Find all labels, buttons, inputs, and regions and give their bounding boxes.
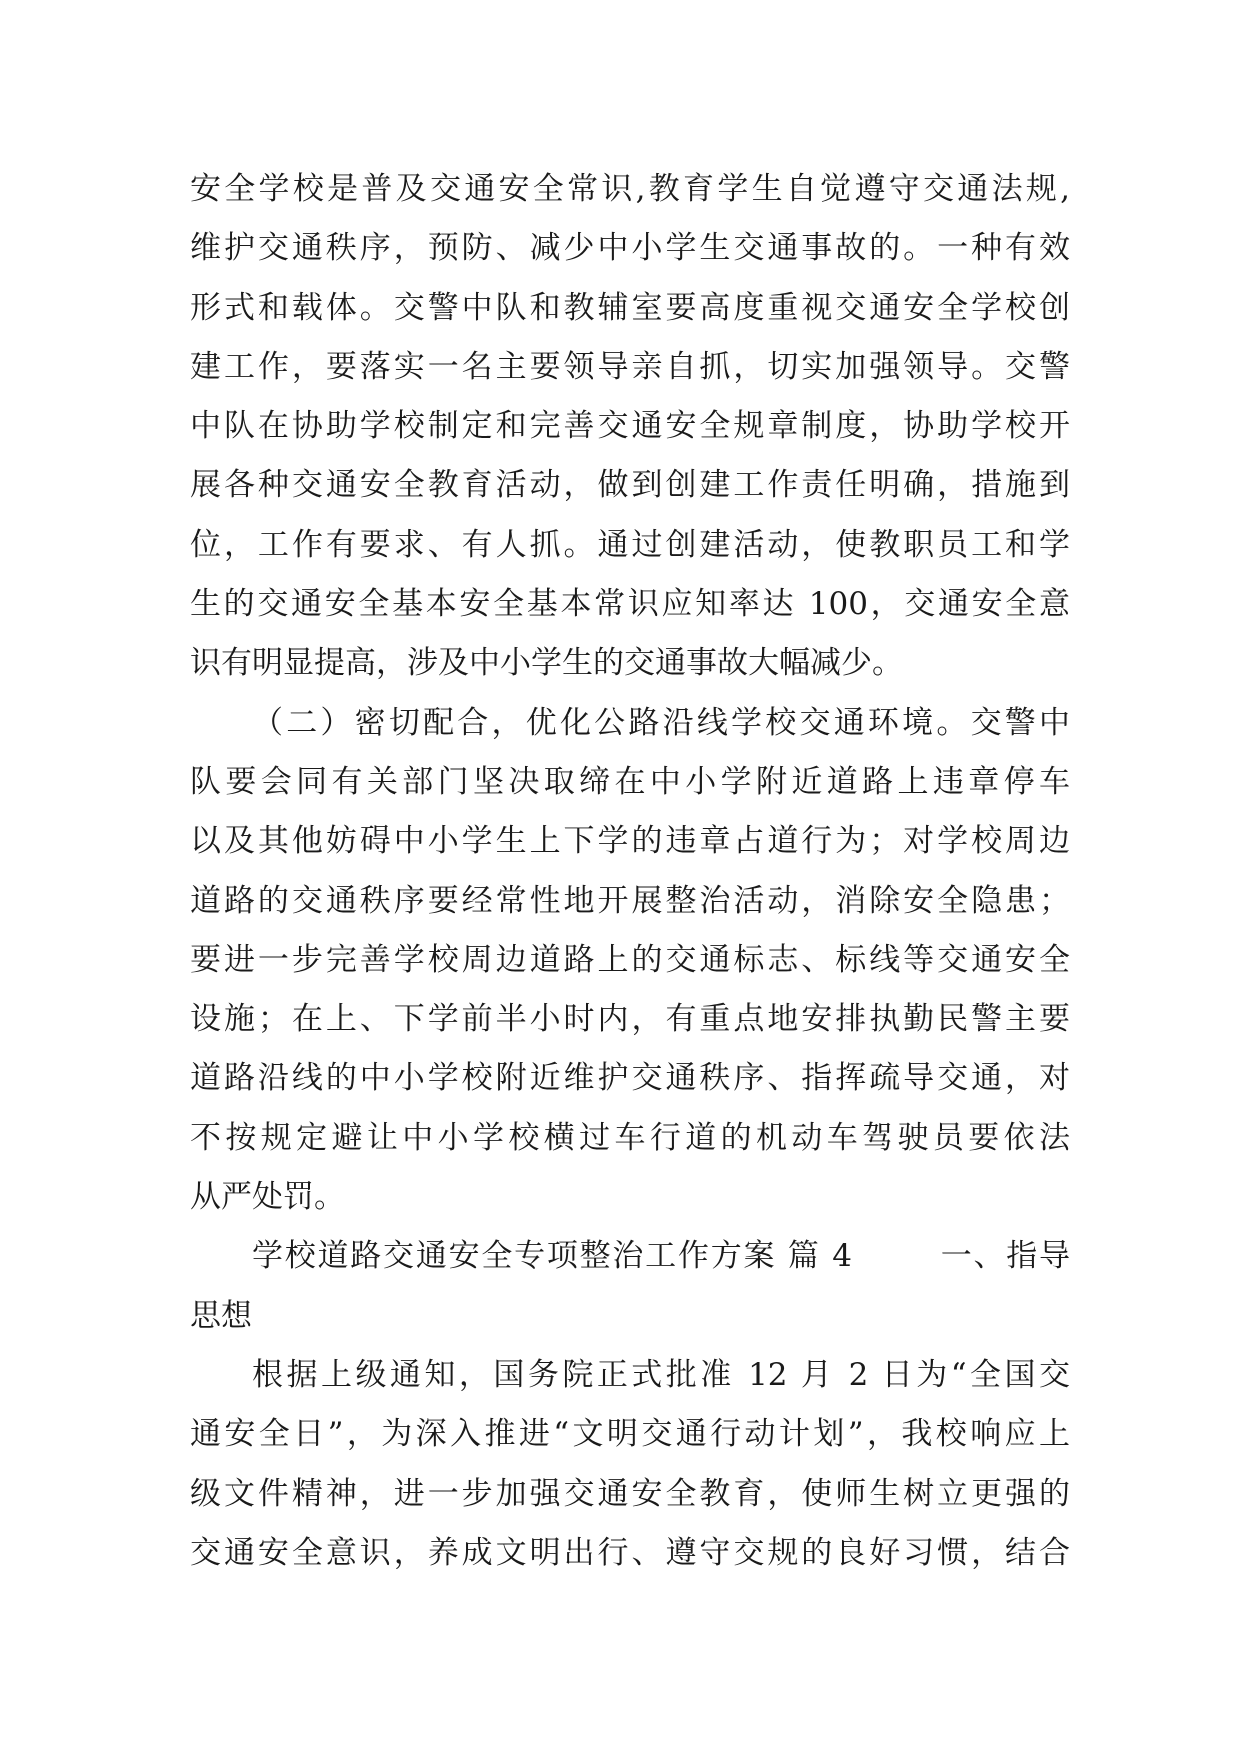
text-line: 展各种交通安全教育活动，做到创建工作责任明确，措施到 (190, 467, 1070, 504)
text-line: 设施；在上、下学前半小时内，有重点地安排执勤民警主要 (190, 1001, 1070, 1038)
text-line: 队要会同有关部门坚决取缔在中小学附近道路上违章停车 (190, 763, 1070, 800)
text-line: 位，工作有要求、有人抓。通过创建活动，使教职员工和学 (190, 526, 1070, 563)
text-line: 不按规定避让中小学校横过车行道的机动车驾驶员要依法 (190, 1119, 1070, 1156)
text-line: 思想 (190, 1297, 252, 1334)
text-line: 道路沿线的中小学校附近维护交通秩序、指挥疏导交通，对 (190, 1060, 1070, 1097)
text-line: 根据上级通知，国务院正式批准 12 月 2 日为“全国交 (252, 1356, 1070, 1393)
text-line: 从严处罚。 (190, 1179, 345, 1216)
text-line: 交通安全意识，养成文明出行、遵守交规的良好习惯，结合 (190, 1534, 1070, 1571)
text-line: 要进一步完善学校周边道路上的交通标志、标线等交通安全 (190, 941, 1070, 978)
text-line: 通安全日”，为深入推进“文明交通行动计划”，我校响应上 (190, 1416, 1070, 1453)
text-line: （二）密切配合，优化公路沿线学校交通环境。交警中 (252, 704, 1070, 741)
text-line: 安全学校是普及交通安全常识,教育学生自觉遵守交通法规, (190, 171, 1070, 207)
text-line: 生的交通安全基本安全基本常识应知率达 100，交通安全意 (190, 586, 1070, 623)
text-line: 中队在协助学校制定和完善交通安全规章制度，协助学校开 (190, 408, 1070, 445)
text-line: 识有明显提高，涉及中小学生的交通事故大幅减少。 (190, 645, 903, 682)
text-line: 建工作，要落实一名主要领导亲自抓，切实加强领导。交警 (190, 348, 1070, 385)
text-line: 形式和载体。交警中队和教辅室要高度重视交通安全学校创 (190, 289, 1070, 326)
section-heading-line: 学校道路交通安全专项整治工作方案 篇 4 一、指导 (252, 1238, 1070, 1275)
text-line: 以及其他妨碍中小学生上下学的违章占道行为；对学校周边 (190, 823, 1070, 860)
text-line: 维护交通秩序，预防、减少中小学生交通事故的。一种有效 (190, 230, 1070, 267)
text-line: 级文件精神，进一步加强交通安全教育，使师生树立更强的 (190, 1475, 1070, 1512)
text-line: 道路的交通秩序要经常性地开展整治活动，消除安全隐患； (190, 882, 1070, 919)
document-body (190, 160, 1070, 1583)
